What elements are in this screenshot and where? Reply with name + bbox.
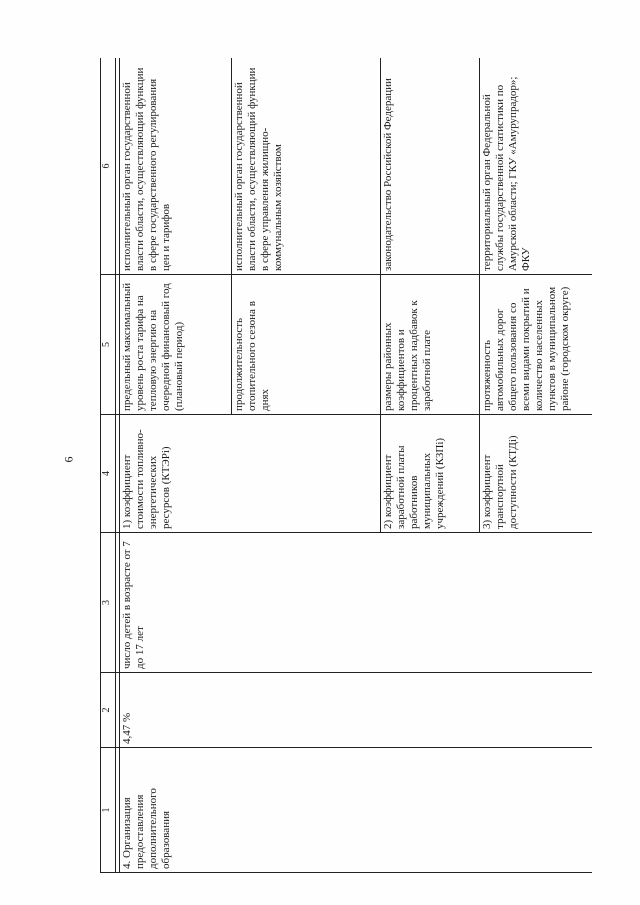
- col-header-1: 1: [101, 748, 116, 873]
- coef2-src-cell: законодательство Российской Федерации: [381, 58, 480, 275]
- col-header-5: 5: [101, 275, 116, 415]
- document-area: [100, 58, 592, 873]
- header-row: [101, 58, 116, 873]
- table-row: [120, 58, 232, 873]
- coef1-param1-cell: предельный максимальный уровень роста тарифа на тепловую энергию на очередной финансовый год (плановый период): [120, 275, 232, 415]
- page-number: 6: [61, 456, 76, 463]
- col-header-6: 6: [101, 58, 116, 275]
- coef3-param-cell: протяженность автомобильных дорог общего пользования со всеми видами покрытий и количество населенных пунктов в муниципальном районе (городском округе): [480, 275, 593, 415]
- service-cell: 4. Организация предоставления дополнительного образования: [120, 748, 593, 873]
- coef2-cell: 2) коэффициент заработной платы работников муниципальных учреждений (КЗПi): [381, 415, 480, 533]
- col-header-2: 2: [101, 673, 116, 748]
- coef1-param2-cell: продолжительность отопительного сезона в днях: [232, 275, 381, 415]
- rotated-table-wrapper: [100, 58, 592, 873]
- col-header-3: 3: [101, 533, 116, 673]
- coef1-src2-cell: исполнительный орган государственной власти области, осуществляющий функции в сфере управления жилищно-коммунальным хозяйством: [232, 58, 381, 275]
- coefficients-table: [100, 58, 592, 873]
- coef2-param-cell: размеры районных коэффициентов и процентных надбавок к заработной плате: [381, 275, 480, 415]
- col-header-4: 4: [101, 415, 116, 533]
- indicator-cell: число детей в возрасте от 7 до 17 лет: [120, 533, 593, 673]
- coef3-src-cell: территориальный орган Федеральной службы государственной статистики по Амурской области; ГКУ «Амурупрадор»; ФКУ: [480, 58, 593, 275]
- percent-cell: 4,47 %: [120, 673, 593, 748]
- coef1-cell: 1) коэффициент стоимости топливно-энергетических ресурсов (КТЭРi): [120, 415, 381, 533]
- coef1-src1-cell: исполнительный орган государственной власти области, осуществляющий функции в сфере государственного регулирования цен и тарифов: [120, 58, 232, 275]
- coef3-cell: 3) коэффициент транспортной доступности (КТДi): [480, 415, 593, 533]
